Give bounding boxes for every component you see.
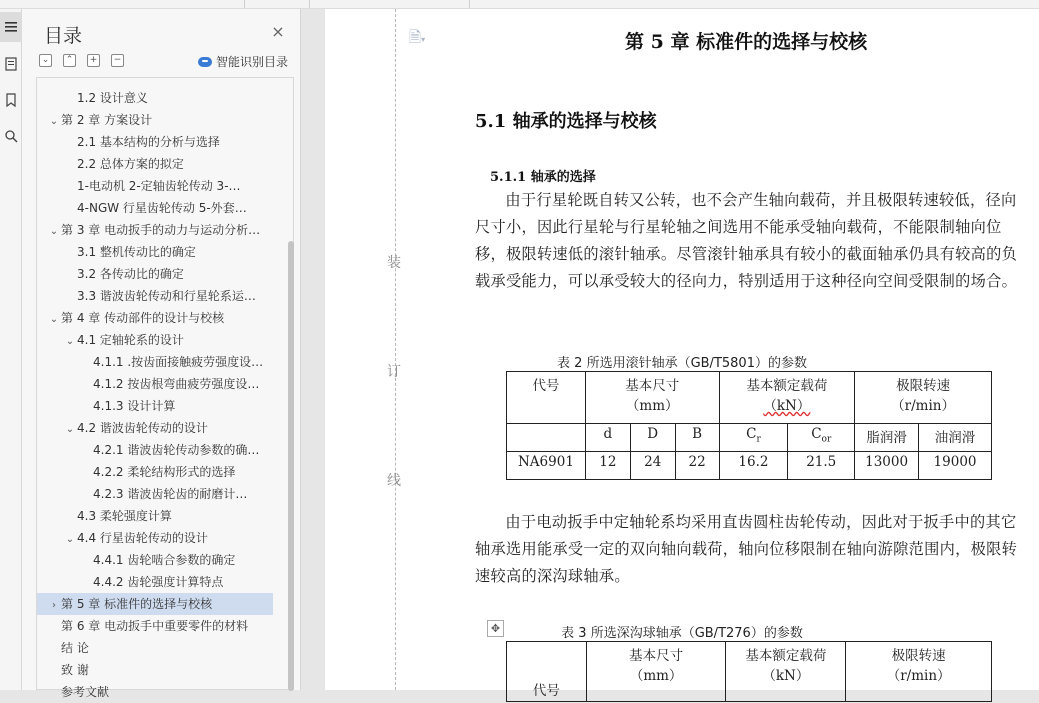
table-subheader: d [585, 424, 630, 452]
toc-item[interactable] [63, 153, 273, 175]
table-cell: 24 [630, 452, 675, 480]
chevron-down-icon[interactable]: ⌄ [65, 534, 75, 545]
table-header: 基本额定载荷 （kN） [719, 372, 855, 424]
close-icon[interactable]: × [271, 22, 285, 41]
search-icon[interactable] [0, 121, 22, 151]
page-thumbnail-icon[interactable] [0, 49, 22, 79]
toc-item-label: 4.1 定轴轮系的设计 [77, 333, 184, 347]
toc-item[interactable] [63, 131, 273, 153]
document-icon[interactable]: 🗎▾ [409, 28, 426, 46]
chevron-right-icon[interactable]: › [52, 600, 56, 611]
chevron-down-icon[interactable]: ⌄ [49, 226, 59, 237]
toolbar-segment [0, 0, 245, 8]
toc-item-label: 参考文献 [61, 685, 110, 699]
toc-item-label: 第 6 章 电动扳手中重要零件的材料 [61, 619, 249, 633]
table-subheader: 脂润滑 [855, 424, 919, 452]
chevron-down-icon[interactable]: ⌄ [65, 336, 75, 347]
toc-item-label: 4.4.1 齿轮啮合参数的确定 [93, 553, 236, 567]
toolbar-segment [245, 0, 310, 8]
toc-item[interactable] [79, 395, 273, 417]
table-cell: 13000 [855, 452, 919, 480]
table-subheader: D [630, 424, 675, 452]
toc-item[interactable] [79, 461, 273, 483]
table-cell: 16.2 [719, 452, 788, 480]
table-cell: 22 [675, 452, 719, 480]
move-table-icon[interactable]: ✥ [487, 620, 504, 637]
toc-item-label: 致 谢 [61, 663, 89, 677]
binding-mark: 线 [387, 473, 401, 489]
toc-item[interactable] [79, 373, 273, 395]
bookmark-icon[interactable] [0, 85, 22, 115]
bearing-table [506, 371, 992, 480]
table-header: 极限转速 （r/min） [855, 372, 992, 424]
toolbar-segment [310, 0, 470, 8]
smart-toc-button[interactable] [198, 53, 288, 70]
toc-item-label: 4.3 柔轮强度计算 [77, 509, 172, 523]
toc-item[interactable] [63, 175, 273, 197]
left-icon-bar [0, 9, 22, 690]
toc-toggle-icon[interactable] [0, 12, 22, 42]
toc-item-label: 结 论 [61, 641, 89, 655]
add-heading-icon[interactable]: + [87, 54, 100, 67]
table-header: 基本尺寸 （mm） [586, 642, 726, 702]
smart-toc-label: 智能识别目录 [216, 55, 289, 69]
toc-item[interactable] [63, 285, 273, 307]
document-page [325, 9, 1039, 699]
collapse-all-icon[interactable]: ⌃ [63, 54, 76, 67]
toc-item[interactable] [79, 439, 273, 461]
toc-item[interactable] [47, 307, 273, 329]
toc-item-label: 3.1 整机传动比的确定 [77, 245, 196, 259]
table-subheader: 油润滑 [919, 424, 992, 452]
toc-item-label: 4.1.2 按齿根弯曲疲劳强度设… [93, 377, 260, 391]
table-cell: 19000 [919, 452, 992, 480]
toc-scrollbar[interactable] [288, 241, 294, 691]
table-header: 代号 [507, 642, 587, 702]
toc-item[interactable] [47, 615, 273, 637]
table-header: 代号 [507, 372, 586, 424]
toc-item[interactable] [79, 351, 273, 373]
toc-item-label: 4.1.1 .按齿面接触疲劳强度设… [93, 355, 264, 369]
toc-item-label: 第 4 章 传动部件的设计与校核 [61, 311, 225, 325]
table-caption: 表 2 所选用滚针轴承（GB/T5801）的参数 [557, 356, 807, 371]
toc-panel [22, 9, 301, 699]
toc-item-label: 4.4.2 齿轮强度计算特点 [93, 575, 224, 589]
toc-item-label: 1-电动机 2-定轴齿轮传动 3-… [77, 179, 241, 193]
remove-heading-icon[interactable]: − [111, 54, 124, 67]
toc-item[interactable] [47, 109, 273, 131]
ai-icon [198, 57, 212, 67]
toc-item-label: 4.2.1 谐波齿轮传动参数的确… [93, 443, 260, 457]
toc-title: 目录 [44, 25, 83, 47]
paragraph: 由于电动扳手中定轴轮系均采用直齿圆柱齿轮传动，因此对于扳手中的其它轴承选用能承受一定的双向轴向载荷，轴向位移限制在轴向游隙范围内，极限转速较高的深沟球轴承。 [475, 513, 1018, 585]
table-subheader: B [675, 424, 719, 452]
toc-list [36, 77, 294, 699]
ball-bearing-table [506, 641, 992, 702]
toc-item[interactable] [37, 593, 273, 615]
toc-item-label: 2.1 基本结构的分析与选择 [77, 135, 220, 149]
toc-item[interactable] [63, 241, 273, 263]
toc-item-label: 4.2.2 柔轮结构形式的选择 [93, 465, 236, 479]
toc-item-label: 第 2 章 方案设计 [61, 113, 153, 127]
toc-item-label: 4-NGW 行星齿轮传动 5-外套… [77, 201, 247, 215]
chevron-down-icon[interactable]: ⌄ [65, 424, 75, 435]
top-toolbar-strip [0, 0, 1039, 9]
table-cell [507, 424, 586, 452]
toc-item-label: 3.2 各传动比的确定 [77, 267, 184, 281]
toc-item[interactable] [79, 549, 273, 571]
toc-item-label: 4.4 行星齿轮传动的设计 [77, 531, 208, 545]
toc-item-label: 4.1.3 设计计算 [93, 399, 176, 413]
toc-item-label: 2.2 总体方案的拟定 [77, 157, 184, 171]
binding-line [395, 9, 396, 690]
toc-item[interactable] [63, 527, 273, 549]
binding-mark: 装 [387, 255, 401, 271]
toc-item[interactable] [63, 263, 273, 285]
toc-item[interactable] [63, 197, 273, 219]
toc-toolbar [39, 54, 124, 67]
table-header: 极限转速 （r/min） [846, 642, 992, 702]
toc-item[interactable] [63, 417, 273, 439]
toc-item-label: 3.3 谐波齿轮传动和行星轮系运… [77, 289, 256, 303]
table-cell: NA6901 [507, 452, 586, 480]
toc-item[interactable] [63, 329, 273, 351]
binding-mark: 订 [387, 364, 401, 380]
table-cell: 21.5 [788, 452, 855, 480]
toc-item[interactable] [47, 681, 273, 703]
table-cell: 12 [585, 452, 630, 480]
toc-item[interactable] [47, 637, 273, 659]
table-header: 基本尺寸 （mm） [585, 372, 719, 424]
expand-all-icon[interactable]: ⌄ [39, 54, 52, 67]
section-title: 5.1 轴承的选择与校核 [475, 111, 657, 132]
table-header: 基本额定载荷 （kN） [726, 642, 846, 702]
toc-item-label: 4.2.3 谐波齿轮齿的耐磨计… [93, 487, 248, 501]
chevron-down-icon[interactable]: ⌄ [49, 116, 59, 127]
table-subheader: $C_{or}$ [788, 424, 855, 452]
toc-item[interactable] [63, 87, 273, 109]
chevron-down-icon[interactable]: ⌄ [49, 314, 59, 325]
toc-item-label: 第 5 章 标准件的选择与校核 [61, 597, 213, 611]
toc-item[interactable] [79, 571, 273, 593]
toc-item-label: 第 3 章 电动扳手的动力与运动分析… [61, 223, 261, 237]
toc-item-label: 4.2 谐波齿轮传动的设计 [77, 421, 208, 435]
table-subheader: $C_r$ [719, 424, 788, 452]
table-row [507, 452, 992, 480]
document-area [301, 9, 1039, 699]
toc-item[interactable] [63, 505, 273, 527]
table-caption: 表 3 所选深沟球轴承（GB/T276）的参数 [561, 626, 803, 641]
toc-item-label: 1.2 设计意义 [77, 91, 148, 105]
chapter-title: 第 5 章 标准件的选择与校核 [625, 31, 868, 53]
paragraph: 由于行星轮既自转又公转，也不会产生轴向载荷，并且极限转速较低，径向尺寸小，因此行星轮与行星轮轴之间选用不能承受轴向载荷，不能限制轴向位移，极限转速低的滚针轴承。尽管滚针轴承具有较小的截面轴承仍具有较高的负载承受能力，可以承受较大的径向力，特别适用于这种径向空间受限制的场合。 [475, 191, 1018, 290]
toc-item[interactable] [79, 483, 273, 505]
toc-item[interactable] [47, 219, 273, 241]
subsection-title: 5.1.1 轴承的选择 [490, 170, 596, 185]
toc-item[interactable] [47, 659, 273, 681]
